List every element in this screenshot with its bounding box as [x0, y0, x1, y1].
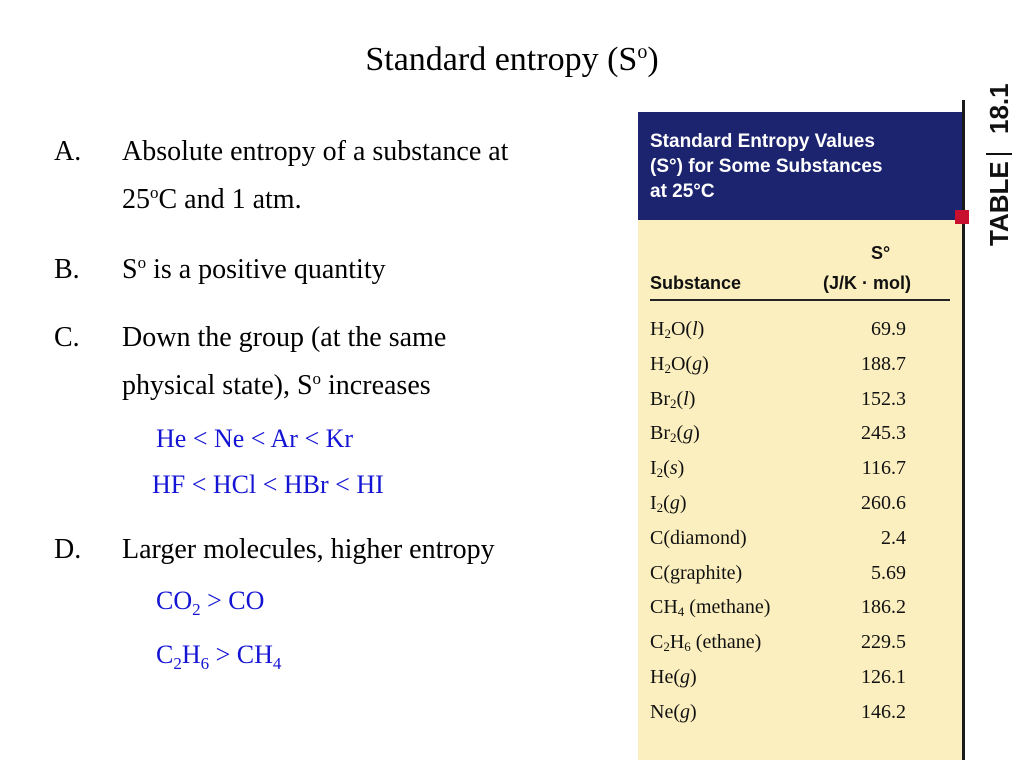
column-header-substance: Substance — [650, 273, 742, 293]
entropy-value: 188.7 — [861, 352, 906, 375]
table-heading-line1: Standard Entropy Values — [650, 131, 875, 152]
co2-co-example: $CO_2$ > CO — [156, 586, 265, 619]
hydrogen-halide-example: HF < HCl < HBr < HI — [152, 470, 384, 499]
point-b-letter: B. — [54, 254, 80, 285]
entropy-value: 5.69 — [871, 561, 906, 584]
noble-gas-example: He < Ne < Ar < Kr — [156, 424, 354, 453]
substance-name: $H_2O(l)$ — [650, 318, 705, 341]
entropy-value: 186.2 — [861, 596, 906, 619]
entropy-value: 245.3 — [861, 422, 906, 445]
column-header-unit: (J/K · mol) — [823, 273, 911, 293]
table-row — [0, 701, 1024, 735]
table-heading-line2: (S°) for Some Substances — [650, 156, 883, 177]
table-row — [0, 318, 1024, 352]
point-b-text: $S^o$ is a positive quantity — [122, 253, 386, 285]
substance-name: C(diamond) — [650, 526, 747, 549]
table-row — [0, 492, 1024, 526]
table-row — [0, 388, 1024, 422]
entropy-value: 146.2 — [861, 700, 906, 723]
table-row — [0, 422, 1024, 456]
point-d-text: Larger molecules, higher entropy — [122, 534, 495, 565]
point-a-letter: A. — [54, 136, 82, 167]
point-c-line2: physical state), $S^o$ increases — [122, 369, 431, 401]
point-c-line1: Down the group (at the same — [122, 322, 447, 353]
table-row — [0, 666, 1024, 700]
column-header-symbol: S° — [871, 243, 891, 263]
table-header-rule — [650, 299, 950, 301]
substance-name: $H_2O(g)$ — [650, 352, 709, 376]
entropy-value: 126.1 — [861, 666, 906, 688]
substance-name: Ne(g) — [650, 700, 697, 723]
substance-name: $I_2(g)$ — [650, 492, 687, 515]
slide-title: Standard entropy $(S^o)$ — [365, 41, 659, 78]
table-row — [0, 596, 1024, 630]
substance-name: $I_2(s)$ — [650, 457, 685, 481]
entropy-value: 116.7 — [861, 457, 906, 480]
table-number-label: TABLE 18.1 — [984, 83, 1014, 246]
substance-name: C(graphite) — [650, 561, 743, 584]
entropy-value: 152.3 — [861, 387, 906, 410]
substance-name: $Br_2(g)$ — [650, 422, 700, 446]
substance-name: $Br_2(l)$ — [650, 387, 696, 411]
point-a-line1: Absolute entropy of a substance at — [122, 136, 509, 167]
table-heading-line3: at 25°C — [650, 181, 715, 202]
table-marker — [955, 210, 969, 224]
table-row — [0, 353, 1024, 387]
table-row — [0, 457, 1024, 491]
point-c-letter: C. — [54, 322, 80, 353]
point-d-letter: D. — [54, 534, 82, 565]
table-row — [0, 631, 1024, 665]
entropy-value: 260.6 — [861, 492, 906, 514]
substance-name: He(g) — [650, 666, 697, 688]
table-row — [0, 527, 1024, 561]
substance-name: $CH_4$ (methane) — [650, 596, 771, 620]
entropy-value: 2.4 — [881, 526, 906, 549]
entropy-value: 229.5 — [861, 631, 906, 654]
point-a-line2: 25$^o$C and 1 atm. — [122, 183, 302, 215]
table-row — [0, 562, 1024, 596]
substance-name: $C_2H_6$ (ethane) — [650, 631, 762, 655]
entropy-value: 69.9 — [871, 318, 906, 340]
ethane-methane-example: $C_2H_6 > CH_4$ — [156, 640, 282, 673]
entropy-table-heading — [638, 112, 962, 220]
